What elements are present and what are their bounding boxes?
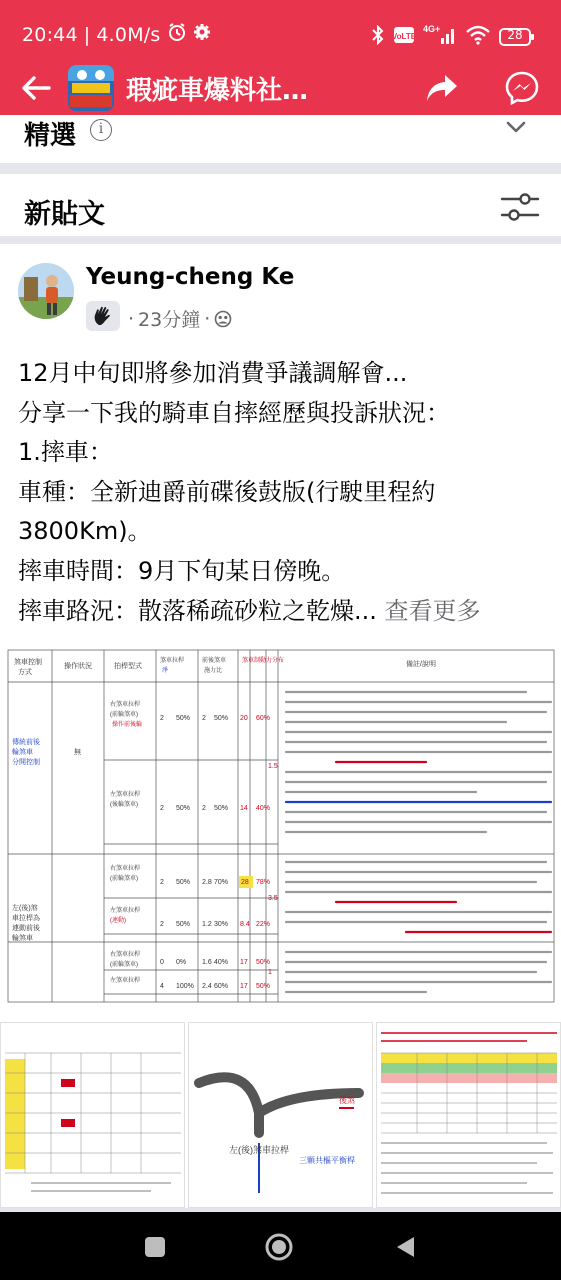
svg-text:輪煞車: 輪煞車: [12, 935, 33, 942]
svg-text:淨: 淨: [162, 668, 169, 674]
svg-text:1.5: 1.5: [268, 763, 278, 770]
back-arrow-icon: [21, 75, 51, 101]
svg-text:3.5: 3.5: [268, 895, 278, 902]
post-line: 12月中旬即將參加消費爭議調解會...: [18, 359, 408, 387]
share-arrow-icon: [425, 73, 459, 103]
svg-text:方式: 方式: [18, 669, 32, 676]
chevron-down-icon[interactable]: [504, 115, 528, 139]
svg-text:60%: 60%: [214, 983, 229, 990]
svg-text:50%: 50%: [176, 921, 191, 928]
messenger-icon: [504, 70, 540, 106]
group-title[interactable]: 瑕疵車爆料社…: [126, 76, 309, 106]
svg-text:28: 28: [241, 879, 249, 886]
status-time: 20:44: [22, 23, 78, 46]
svg-text:傳統前後: 傳統前後: [12, 739, 40, 746]
svg-text:17: 17: [240, 959, 248, 966]
thumbnail-1[interactable]: [0, 1022, 185, 1208]
featured-section: [0, 115, 561, 163]
svg-text:右煞車拉桿: 右煞車拉桿: [110, 952, 141, 958]
attached-image-main[interactable]: [6, 648, 556, 1006]
doc-notes-label: 備註/說明: [406, 661, 436, 668]
svg-text:(後輪煞車): (後輪煞車): [110, 802, 138, 808]
svg-text:(連動): (連動): [110, 918, 126, 924]
svg-text:17: 17: [240, 983, 248, 990]
waving-hand-icon: [91, 304, 115, 328]
back-nav-button[interactable]: [388, 1230, 422, 1264]
svg-text:2: 2: [160, 805, 164, 812]
svg-text:(前輪煞車): (前輪煞車): [110, 712, 138, 718]
svg-text:2: 2: [202, 715, 206, 722]
svg-text:50%: 50%: [256, 959, 271, 966]
svg-text:50%: 50%: [256, 983, 271, 990]
svg-text:VoLTE: VoLTE: [393, 32, 415, 41]
status-left: [22, 22, 211, 47]
svg-text:100%: 100%: [176, 983, 194, 990]
author-name[interactable]: Yeung-cheng Ke: [86, 264, 295, 290]
svg-text:50%: 50%: [176, 879, 191, 886]
settings-gear-icon: [193, 23, 211, 46]
svg-text:左煞車拉桿: 左煞車拉桿: [110, 792, 141, 798]
svg-text:50%: 50%: [176, 805, 191, 812]
svg-text:50%: 50%: [176, 715, 191, 722]
alarm-icon: [167, 22, 187, 47]
meta-separator: ·: [128, 307, 135, 330]
app-bar: [0, 62, 561, 115]
top-bar: [0, 0, 561, 115]
svg-text:30%: 30%: [214, 921, 229, 928]
thumbnail-2[interactable]: [188, 1022, 373, 1208]
wifi-icon: [465, 25, 491, 49]
svg-text:8.4: 8.4: [240, 921, 250, 928]
svg-text:煞車制動力分布: 煞車制動力分布: [242, 658, 285, 664]
back-triangle-icon: [394, 1235, 416, 1259]
home-button[interactable]: [262, 1230, 296, 1264]
svg-text:施力比: 施力比: [204, 668, 223, 674]
post-body: [18, 354, 548, 631]
svg-text:70%: 70%: [214, 879, 229, 886]
post-line: 分享一下我的騎車自摔經歷與投訴狀況：: [18, 398, 450, 427]
svg-text:左(後)煞車拉桿: 左(後)煞車拉桿: [229, 1145, 289, 1155]
group-avatar[interactable]: [68, 65, 114, 111]
post-card: [0, 244, 561, 1208]
svg-text:1.6: 1.6: [202, 959, 212, 966]
svg-text:22%: 22%: [256, 921, 271, 928]
share-button[interactable]: [420, 66, 464, 110]
svg-text:煞車拉桿: 煞車拉桿: [160, 658, 185, 664]
system-nav-bar: [0, 1212, 561, 1280]
status-bar: [0, 0, 561, 62]
svg-text:50%: 50%: [214, 805, 229, 812]
svg-text:車拉桿為: 車拉桿為: [12, 915, 40, 922]
battery-level: 28: [507, 28, 523, 42]
status-speed: 4.0M/s: [96, 23, 161, 46]
svg-text:60%: 60%: [256, 715, 271, 722]
featured-title: 精選: [24, 121, 77, 151]
info-icon[interactable]: i: [90, 119, 112, 141]
see-more-link[interactable]: 查看更多: [384, 596, 481, 625]
svg-text:2: 2: [160, 715, 164, 722]
svg-text:2: 2: [160, 879, 164, 886]
svg-text:右煞車拉桿: 右煞車拉桿: [110, 866, 141, 872]
author-avatar[interactable]: [18, 263, 74, 319]
post-line: 1.摔車：: [18, 438, 113, 467]
new-posts-title: 新貼文: [24, 199, 105, 230]
svg-text:輪煞車: 輪煞車: [12, 749, 33, 756]
post-line: 車種：全新迪爵前碟後鼓版(行駛里程約: [18, 477, 436, 506]
svg-text:1: 1: [268, 969, 272, 976]
svg-text:操作前後輪: 操作前後輪: [112, 722, 143, 728]
bluetooth-icon: [371, 25, 385, 49]
post-meta: [128, 305, 232, 332]
post-line: 3800Km)。: [18, 517, 152, 546]
status-divider: |: [83, 23, 91, 46]
svg-text:操作狀況: 操作狀況: [64, 663, 92, 670]
svg-text:(前輪煞車): (前輪煞車): [110, 962, 138, 968]
svg-text:左(後)煞: 左(後)煞: [12, 905, 38, 912]
post-line: 摔車時間：9月下旬某日傍晚。: [18, 556, 346, 585]
svg-text:0: 0: [160, 959, 164, 966]
svg-text:78%: 78%: [256, 879, 271, 886]
post-time[interactable]: 23分鐘: [138, 309, 201, 331]
svg-text:2.4: 2.4: [202, 983, 212, 990]
post-line-text: 摔車路況：散落稀疏砂粒之乾燥...: [18, 596, 377, 625]
svg-text:20: 20: [240, 715, 248, 722]
svg-text:40%: 40%: [256, 805, 271, 812]
status-right: [371, 24, 535, 50]
svg-text:1.2: 1.2: [202, 921, 212, 928]
recents-button[interactable]: [138, 1230, 172, 1264]
thumbnail-3[interactable]: [376, 1022, 561, 1208]
svg-text:左煞車拉桿: 左煞車拉桿: [110, 978, 141, 984]
svg-text:2: 2: [160, 921, 164, 928]
svg-text:無: 無: [74, 749, 81, 756]
home-circle-icon: [264, 1232, 294, 1262]
group-privacy-icon: [214, 310, 232, 328]
recents-square-icon: [144, 1236, 166, 1258]
messenger-button[interactable]: [500, 66, 544, 110]
svg-text:(前輪煞車): (前輪煞車): [110, 876, 138, 882]
svg-text:三顆共樞平衡桿: 三顆共樞平衡桿: [299, 1156, 355, 1165]
signal-icon: [423, 24, 457, 50]
svg-text:2: 2: [202, 805, 206, 812]
svg-text:連動前後: 連動前後: [12, 925, 40, 932]
svg-text:後煞: 後煞: [339, 1096, 355, 1105]
svg-text:2.8: 2.8: [202, 879, 212, 886]
svg-text:煞車控制: 煞車控制: [14, 659, 42, 666]
waving-hand-badge[interactable]: [86, 301, 120, 331]
meta-separator-2: ·: [204, 307, 211, 330]
volte-icon: [393, 25, 415, 49]
svg-text:40%: 40%: [214, 959, 229, 966]
svg-text:左煞車拉桿: 左煞車拉桿: [110, 908, 141, 914]
back-button[interactable]: [14, 66, 58, 110]
filter-sliders-icon[interactable]: [500, 192, 540, 222]
svg-text:0%: 0%: [176, 959, 187, 966]
svg-text:前後煞車: 前後煞車: [202, 658, 227, 664]
svg-text:50%: 50%: [214, 715, 229, 722]
svg-text:4: 4: [160, 983, 164, 990]
svg-text:拍桿型式: 拍桿型式: [114, 663, 142, 670]
svg-text:14: 14: [240, 805, 248, 812]
svg-text:4G+: 4G+: [423, 24, 441, 34]
svg-text:右煞車拉桿: 右煞車拉桿: [110, 702, 141, 708]
attached-thumbnails: [0, 1022, 561, 1208]
post-line-last: [18, 592, 548, 632]
new-posts-section: [0, 174, 561, 236]
svg-text:分開控制: 分開控制: [12, 759, 40, 766]
battery-icon: [499, 27, 535, 47]
